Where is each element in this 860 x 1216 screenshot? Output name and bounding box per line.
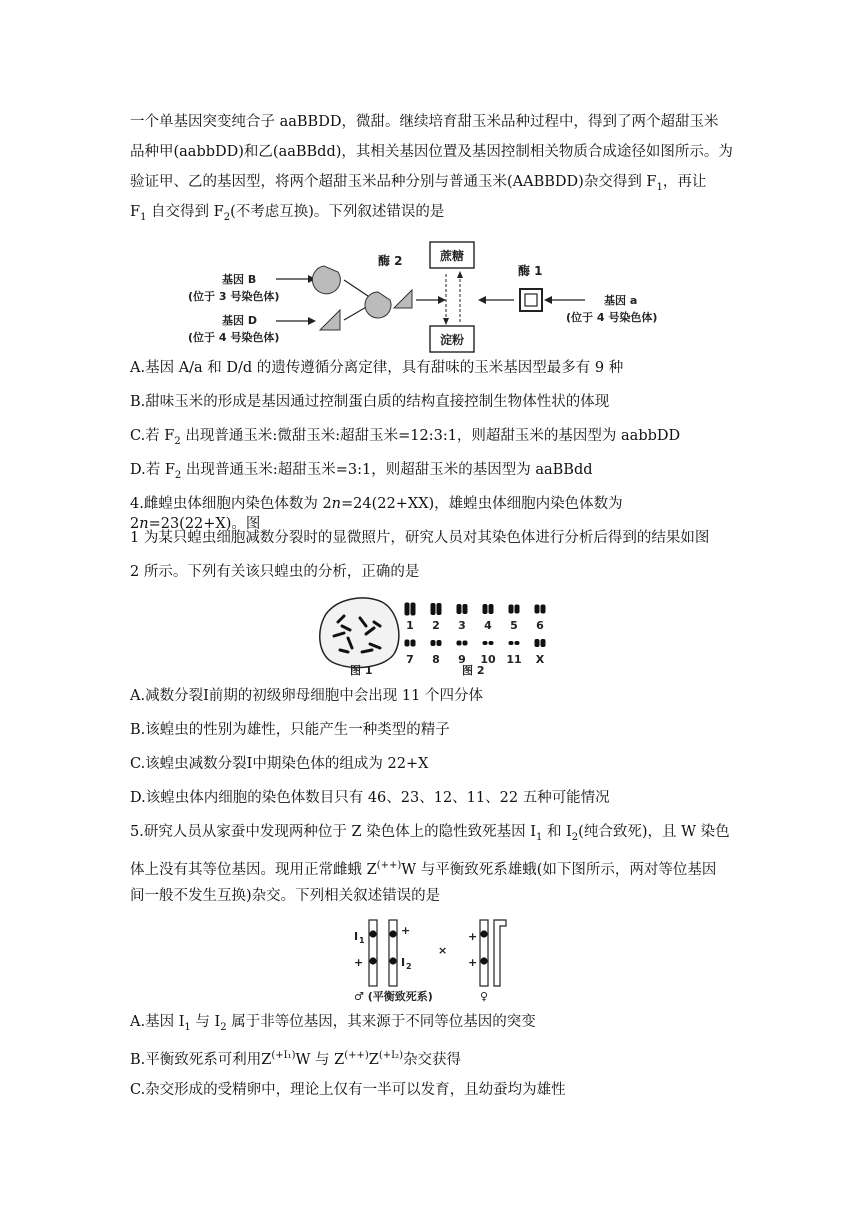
chromosome-mark [437,640,442,646]
q4-line-3: 2 所示。下列有关该只蝗虫的分析，正确的是 [130,564,420,580]
gene-b-label: 基因 B [222,273,257,286]
enzyme-piece-d-icon [320,310,340,330]
enzyme-2-icon [365,292,391,318]
gene-d-label: 基因 D [222,314,257,327]
gene-a-label: 基因 a [604,294,638,307]
q5-option-b: B.平衡致死系可利用$Z^{(+I_1)}W$ 与 $Z^{(++)}Z^{(+I_2)}$杂交获得 [130,1050,461,1068]
q5-line-2: 体上没有其等位基因。现用正常雌蛾 Z(++)W 与平衡致死系雄蛾(如下图所示，两对等位基因 [130,860,717,878]
chromosome-mark [509,641,514,645]
male-label: ♂ (平衡致死系) [354,990,433,1003]
chromosome-number-label: 1 [406,619,414,632]
chromosome-mark [483,641,488,645]
chromosome-number-label: X [535,653,545,666]
chromosome-number-label: 6 [536,619,544,632]
enzyme-2-label: 酶 2 [378,254,403,268]
svg-text:+: + [468,930,478,943]
chromosome-number-label: 4 [484,619,492,632]
figure-1-label: 图 1 [350,664,373,677]
enzyme-1-icon [520,289,542,311]
svg-text:I: I [354,930,359,943]
chromosome-number-label: 5 [510,619,518,632]
chromosome-mark [515,605,520,614]
chromosome-mark [405,640,410,647]
q3-line-4: $F_1$ 自交得到 $F_2$(不考虑互换)。下列叙述错误的是 [130,204,445,223]
chromosome-mark [541,605,546,614]
gene-d-location: (位于 4 号染色体) [188,331,280,344]
q3-pathway-figure [180,238,680,353]
q4-option-c: C.该蝗虫减数分裂Ⅰ中期染色体的组成为 22+X [130,756,429,772]
chromosome-number-label: 2 [432,619,440,632]
svg-text:+: + [401,924,411,937]
q5-line-3: 间一般不发生互换)杂交。下列相关叙述错误的是 [130,888,441,904]
q3-line-2: 品种甲(aabbDD)和乙(aaBBdd)，其相关基因位置及基因控制相关物质合成途径如图所示。为 [130,144,733,160]
gene-a-location: (位于 4 号染色体) [566,311,658,324]
chromosome-mark [457,641,462,646]
svg-text:I: I [401,956,406,969]
q4-chromosome-figure [312,594,558,678]
chromosome-number-label: 7 [406,653,414,666]
chromosome-mark [535,605,540,614]
male-chromosome-2 [389,920,397,986]
karyotype [405,603,546,667]
chromosome-mark [463,641,468,646]
q4-line-2: 1 为某只蝗虫细胞减数分裂时的显微照片，研究人员对其染色体进行分析后得到的结果如图 [130,530,710,546]
chromosome-mark [535,639,540,647]
q3-option-d: D.若 $F_2$ 出现普通玉米:超甜玉米=3:1，则超甜玉米的基因型为 aaBBdd [130,462,593,481]
chromosome-number-label: 9 [458,653,466,666]
svg-text:1: 1 [359,936,365,945]
chromosome-mark [457,604,462,614]
chromosome-mark [489,641,494,645]
chromosome-mark [515,641,520,645]
chromosome-mark [541,639,546,647]
q5-line-1: 5.研究人员从家蚕中发现两种位于 Z 染色体上的隐性致死基因 $I_1$ 和 $I_2$(纯合致死)，且 W 染色 [130,824,730,843]
svg-text:2: 2 [406,962,412,971]
chromosome-number-label: 11 [506,653,522,666]
enzyme-piece-b-icon [312,266,340,294]
q5-option-a: A.基因 $I_1$ 与 $I_2$ 属于非等位基因，其来源于不同等位基因的突变 [130,1014,536,1033]
q3-option-c: C.若 $F_2$ 出现普通玉米:微甜玉米:超甜玉米=12:3:1，则超甜玉米的基因型为 aabbDD [130,428,681,447]
chromosome-mark [489,604,494,614]
q4-option-b: B.该蝗虫的性别为雄性，只能产生一种类型的精子 [130,722,450,738]
chromosome-mark [509,605,514,614]
q5-option-c: C.杂交形成的受精卵中，理论上仅有一半可以发育，且幼蚕均为雄性 [130,1082,566,1098]
chromosome-mark [405,603,410,616]
chromosome-mark [411,603,416,616]
chromosome-mark [463,604,468,614]
female-label: ♀ [480,990,489,1003]
q4-option-a: A.减数分裂Ⅰ前期的初级卵母细胞中会出现 11 个四分体 [130,688,483,704]
gene-b-location: (位于 3 号染色体) [188,290,280,303]
q4-line-1: 4.雌蝗虫体细胞内染色体数为 2n=24(22+XX)，雄蝗虫体细胞内染色体数为 2n=23(22+X)。图 [130,496,623,532]
sucrose-label: 蔗糖 [439,249,465,263]
q3-option-a: A.基因 A/a 和 D/d 的遗传遵循分离定律，具有甜味的玉米基因型最多有 9 种 [130,360,624,376]
chromosome-mark [431,603,436,615]
male-chromosome-1 [369,920,377,986]
q5-cross-figure [340,914,510,1004]
chromosome-mark [483,604,488,614]
starch-label: 淀粉 [439,333,465,347]
enzyme-1-label: 酶 1 [518,264,543,278]
q3-line-3: 验证甲、乙的基因型，将两个超甜玉米品种分别与普通玉米(AABBDD)杂交得到 $F_1$，再让 [130,174,707,193]
female-w-chromosome [494,920,506,986]
svg-text:+: + [354,956,364,969]
chromosome-mark [411,640,416,647]
q4-option-d: D.该蝗虫体内细胞的染色体数目只有 46、23、12、11、22 五种可能情况 [130,790,610,806]
figure-2-label: 图 2 [462,664,485,677]
q3-option-b: B.甜味玉米的形成是基因通过控制蛋白质的结构直接控制生物体性状的体现 [130,394,610,410]
q3-line-1: 一个单基因突变纯合子 aaBBDD，微甜。继续培育甜玉米品种过程中，得到了两个超甜玉米 [130,114,719,130]
chromosome-number-label: 10 [480,653,496,666]
female-z-chromosome [480,920,488,986]
chromosome-mark [431,640,436,646]
cross-symbol: × [438,944,448,957]
chromosome-number-label: 3 [458,619,466,632]
chromosome-mark [437,603,442,615]
chromosome-number-label: 8 [432,653,440,666]
cell-micrograph [320,598,399,668]
svg-text:+: + [468,956,478,969]
